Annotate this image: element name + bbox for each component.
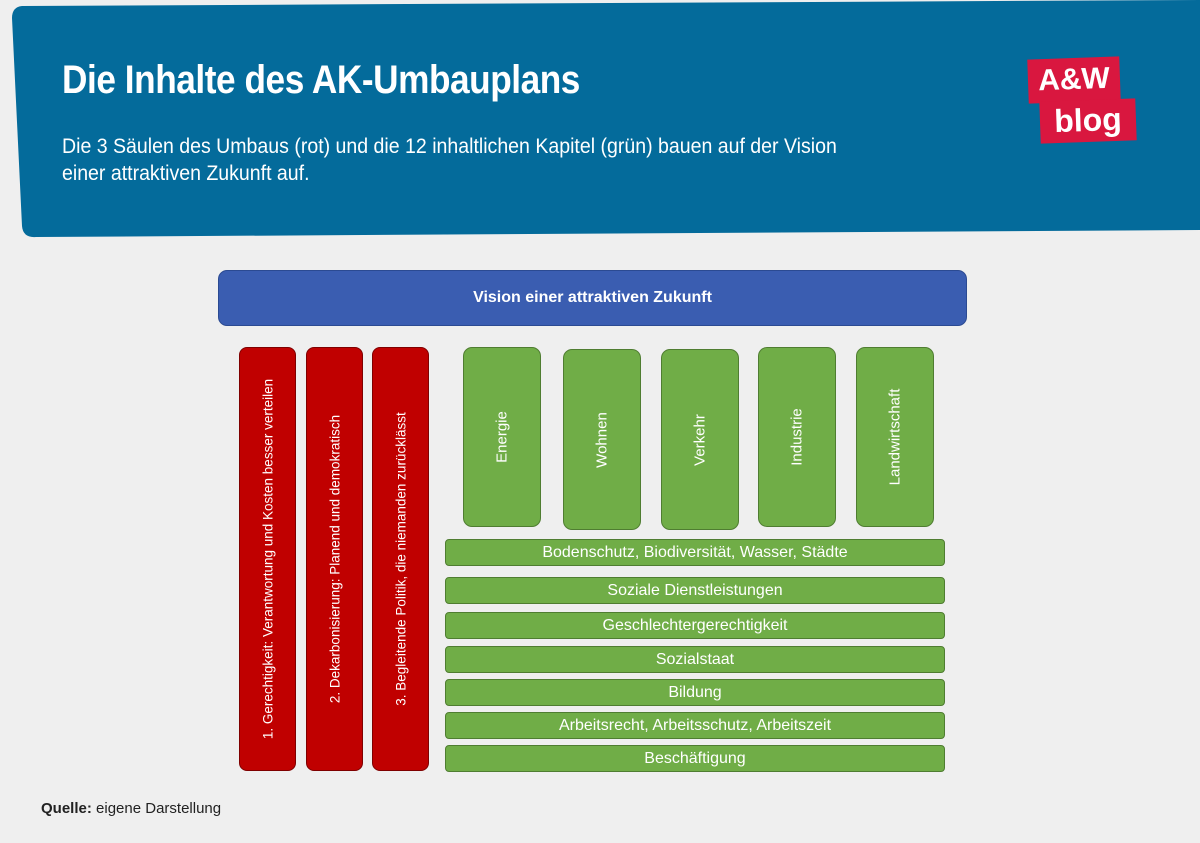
band-sozialstaat: Sozialstaat xyxy=(445,646,945,673)
topic-label: Industrie xyxy=(788,408,806,466)
pillar-2-label: 2. Dekarbonisierung: Planend und demokratisch xyxy=(327,414,342,704)
header-banner xyxy=(0,0,1200,240)
source-text: eigene Darstellung xyxy=(96,800,222,817)
band-bodenschutz: Bodenschutz, Biodiversität, Wasser, Städte xyxy=(445,539,945,566)
vision-box: Vision einer attraktiven Zukunft xyxy=(218,270,967,326)
pillar-1-label: 1. Gerechtigkeit: Verantwortung und Kosten besser verteilen xyxy=(260,378,275,740)
page-title: Die Inhalte des AK-Umbauplans xyxy=(62,58,580,102)
pillar-1 xyxy=(239,347,296,771)
topic-energie xyxy=(463,347,541,527)
topic-industrie xyxy=(758,347,836,527)
topic-landwirtschaft xyxy=(856,347,934,527)
aw-blog-logo[interactable] xyxy=(1024,58,1134,144)
band-arbeitsrecht: Arbeitsrecht, Arbeitsschutz, Arbeitszeit xyxy=(445,712,945,739)
band-bildung: Bildung xyxy=(445,679,945,706)
topic-label: Verkehr xyxy=(691,413,709,466)
pillar-2 xyxy=(306,347,363,771)
topic-label: Wohnen xyxy=(593,411,611,468)
pillar-3-label: 3. Begleitende Politik, die niemanden zurücklässt xyxy=(393,412,408,706)
topic-label: Energie xyxy=(493,411,511,463)
source-note xyxy=(41,800,221,817)
page-subtitle: Die 3 Säulen des Umbaus (rot) und die 12 inhaltlichen Kapitel (grün) bauen auf der Vision einer attraktiven Zukunft auf. xyxy=(62,135,837,185)
topic-wohnen xyxy=(563,349,641,530)
logo-top-text: A&W xyxy=(1027,56,1120,103)
band-soziale-dienstleistungen: Soziale Dienstleistungen xyxy=(445,577,945,604)
logo-bottom-text: blog xyxy=(1039,98,1136,143)
band-beschaeftigung: Beschäftigung xyxy=(445,745,945,772)
topic-verkehr xyxy=(661,349,739,530)
topic-label: Landwirtschaft xyxy=(886,388,904,486)
header-background xyxy=(0,0,1200,240)
band-geschlechtergerechtigkeit: Geschlechtergerechtigkeit xyxy=(445,612,945,639)
source-label: Quelle: xyxy=(41,800,92,817)
pillar-3 xyxy=(372,347,429,771)
